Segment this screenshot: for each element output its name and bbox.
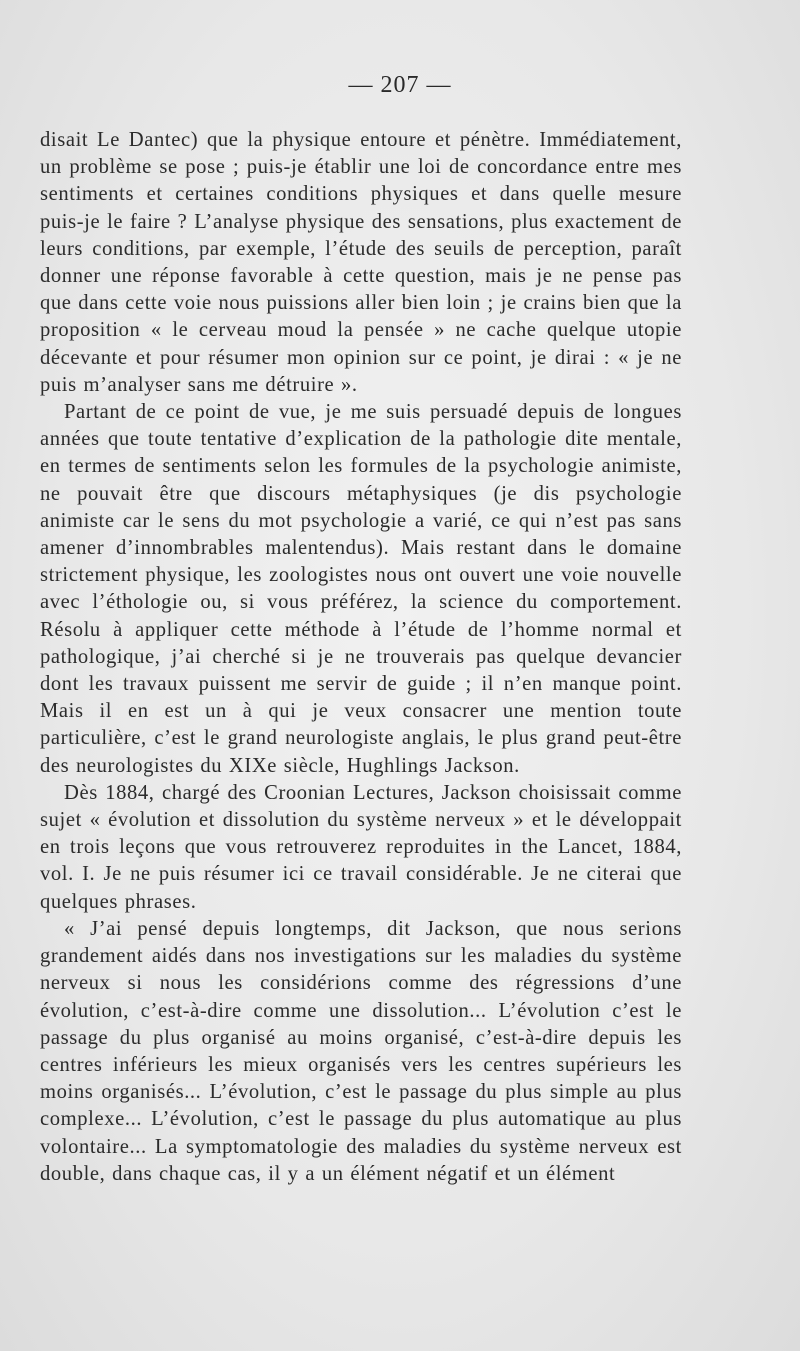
paragraph: disait Le Dantec) que la physique entoure et pénètre. Immédiatement, un problème se pose ; puis-je établir une loi de concordance entre mes sentiments et certaines conditions physiques et dans quelle mesure puis-je le faire ? L’analyse physique des sensations, plus exactement de leurs conditions, par exemple, l’étude des seuils de perception, paraît donner une réponse favorable à cette question, mais je ne pense pas que dans cette voie nous puissions aller bien loin ; je crains bien que la proposition « le cerveau moud la pensée » ne cache quelque utopie décevante et pour résumer mon opinion sur ce point, je dirai : « je ne puis m’analyser sans me détruire ».: [40, 129, 682, 396]
page-number: — 207 —: [348, 72, 452, 98]
paragraph: Dès 1884, chargé des Croonian Lectures, Jackson choisissait comme sujet « évolution et dissolution du système nerveux » et le développait en trois leçons que vous retrouverez reproduites in the Lancet, 1884, vol. I. Je ne puis résumer ici ce travail considérable. Je ne citerai que quelques phrases.: [40, 781, 682, 913]
paragraph: « J’ai pensé depuis longtemps, dit Jackson, que nous serions grandement aidés dans nos investigations sur les maladies du système nerveux si nous les considérions comme des régressions d’une évolution, c’est-à-dire comme une dissolution... L’évolution c’est le passage du plus organisé au moins organisé, c’est-à-dire depuis les centres inférieurs les mieux organisés vers les centres supérieurs les moins organisés... L’évolution, c’est le passage du plus simple au plus complexe... L’évolution, c’est le passage du plus automatique au plus volontaire... La symptomatologie des maladies du système nerveux est double, dans chaque cas, il y a un élément négatif et un élément: [40, 917, 682, 1185]
body-text: [40, 127, 682, 1188]
paragraph: Partant de ce point de vue, je me suis persuadé depuis de longues années que toute tentative d’explication de la pathologie dite mentale, en termes de sentiments selon les formules de la psychologie animiste, ne pouvait être que discours métaphysiques (je dis psychologie animiste car le sens du mot psychologie a varié, ce qui n’est pas sans amener d’innombrables malentendus). Mais restant dans le domaine strictement physique, les zoologistes nous ont ouvert une voie nouvelle avec l’éthologie ou, si vous préférez, la science du comportement. Résolu à appliquer cette méthode à l’étude de l’homme normal et pathologique, j’ai cherché si je ne trouverais pas quelque devancier dont les travaux puissent me servir de guide ; il n’en manque point. Mais il en est un à qui je veux consacrer une mention toute particulière, c’est le grand neurologiste anglais, le plus grand peut-être des neurologistes du XIXe siècle, Hughlings Jackson.: [40, 401, 682, 777]
